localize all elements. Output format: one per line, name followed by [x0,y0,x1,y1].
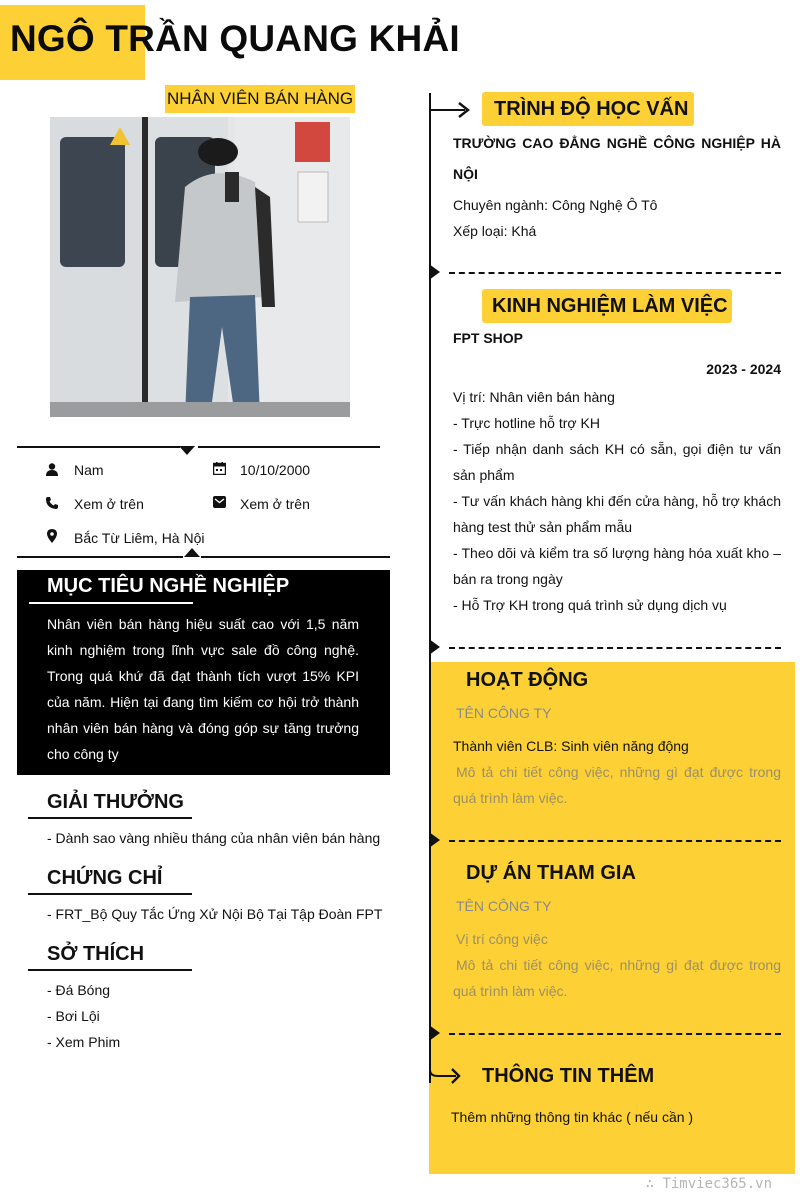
certificates-title: CHỨNG CHỈ [47,867,163,889]
activities-role: Thành viên CLB: Sinh viên năng động [453,738,689,754]
projects-position: Vị trí công việc [456,931,548,947]
info-bottom-marker [184,548,200,557]
career-objective-section [17,570,390,775]
experience-company: FPT SHOP [453,330,524,346]
timeline-line [429,93,431,1083]
section-divider [449,1033,781,1035]
candidate-name: NGÔ TRẦN QUANG KHẢI [10,18,460,59]
hobby-item: - Bơi Lội [47,1008,100,1024]
gender-value: Nam [74,462,104,478]
profile-photo [50,117,350,417]
info-top-rule [17,446,180,448]
email-icon [212,495,226,509]
award-item: - Dành sao vàng nhiều tháng của nhân viên bán hàng [47,830,381,846]
hobbies-title: SỞ THÍCH [47,943,145,965]
education-school: TRƯỜNG CAO ĐẲNG NGHỀ CÔNG NGHIỆP HÀ NỘI [453,135,781,182]
timeline-marker [429,1025,441,1046]
experience-line: Vị trí: Nhân viên bán hàng [453,389,615,405]
certificates-underline [28,893,192,895]
objective-underline [29,602,193,604]
experience-line: - Trực hotline hỗ trợ KH [453,415,600,431]
additional-title: THÔNG TIN THÊM [482,1065,655,1087]
section-divider [449,840,781,842]
curved-arrow-icon [428,1060,464,1095]
info-bottom-rule-right [201,556,390,558]
calendar-icon [212,461,226,475]
hobbies-underline [28,969,192,971]
watermark: ∴ Timviec365.vn [645,1176,772,1192]
info-top-marker [179,446,195,455]
awards-title: GIẢI THƯỞNG [47,791,184,813]
arrow-right-icon [429,99,471,126]
timeline-marker [429,832,441,853]
job-title: NHÂN VIÊN BÁN HÀNG [165,85,355,113]
timeline-marker [429,264,441,285]
projects-company: TÊN CÔNG TY [456,898,552,914]
education-major: Chuyên ngành: Công Nghệ Ô Tô [453,197,658,213]
location-icon [45,529,59,543]
additional-text: Thêm những thông tin khác ( nếu cần ) [451,1109,694,1125]
birthday-value: 10/10/2000 [240,462,311,478]
experience-title: KINH NGHIỆM LÀM VIỆC [492,295,728,317]
experience-line: - Tiếp nhận danh sách KH có sẵn, gọi điện tư vấn sản phẩm [453,441,781,483]
timeline-marker [429,639,441,660]
section-divider [449,647,781,649]
activities-title: HOẠT ĐỘNG [466,669,589,691]
objective-text: Nhân viên bán hàng hiệu suất cao với 1,5 năm kinh nghiệm trong lĩnh vực sale đồ công nghệ. Trong quá khứ đã đạt thành tích vượt 15% KPI của năm. Hiện tại đang tìm kiếm cơ hội trở thành nhân viên bán hàng và đóng góp sự tăng trưởng cho công ty [47,616,359,762]
certificate-item: - FRT_Bộ Quy Tắc Ứng Xử Nội Bộ Tại Tập Đoàn FPT [47,906,383,922]
email-value: Xem ở trên [240,496,310,512]
experience-line: - Theo dõi và kiểm tra số lượng hàng hóa xuất kho – bán ra trong ngày [453,545,781,587]
info-bottom-rule [17,556,183,558]
objective-title: MỤC TIÊU NGHỀ NGHIỆP [47,575,290,597]
projects-title: DỰ ÁN THAM GIA [466,862,636,884]
experience-line: - Tư vấn khách hàng khi đến cửa hàng, hỗ trợ khách hàng test thử sản phẩm mẫu [453,493,781,535]
activities-description: Mô tả chi tiết công việc, những gì đạt được trong quá trình làm việc. [453,764,781,806]
activities-company: TÊN CÔNG TY [456,705,552,721]
education-grade: Xếp loại: Khá [453,223,537,239]
experience-line: - Hỗ Trợ KH trong quá trình sử dụng dịch vụ [453,597,727,613]
phone-value: Xem ở trên [74,496,144,512]
phone-icon [45,496,59,510]
hobby-item: - Xem Phim [47,1034,121,1050]
awards-underline [28,817,192,819]
info-top-rule-right [198,446,380,448]
projects-description: Mô tả chi tiết công việc, những gì đạt được trong quá trình làm việc. [453,957,781,999]
address-value: Bắc Từ Liêm, Hà Nội [74,530,205,546]
user-icon [45,462,59,476]
experience-period: 2023 - 2024 [706,361,781,377]
education-title: TRÌNH ĐỘ HỌC VẤN [494,98,689,120]
section-divider [449,272,781,274]
hobby-item: - Đá Bóng [47,982,111,998]
